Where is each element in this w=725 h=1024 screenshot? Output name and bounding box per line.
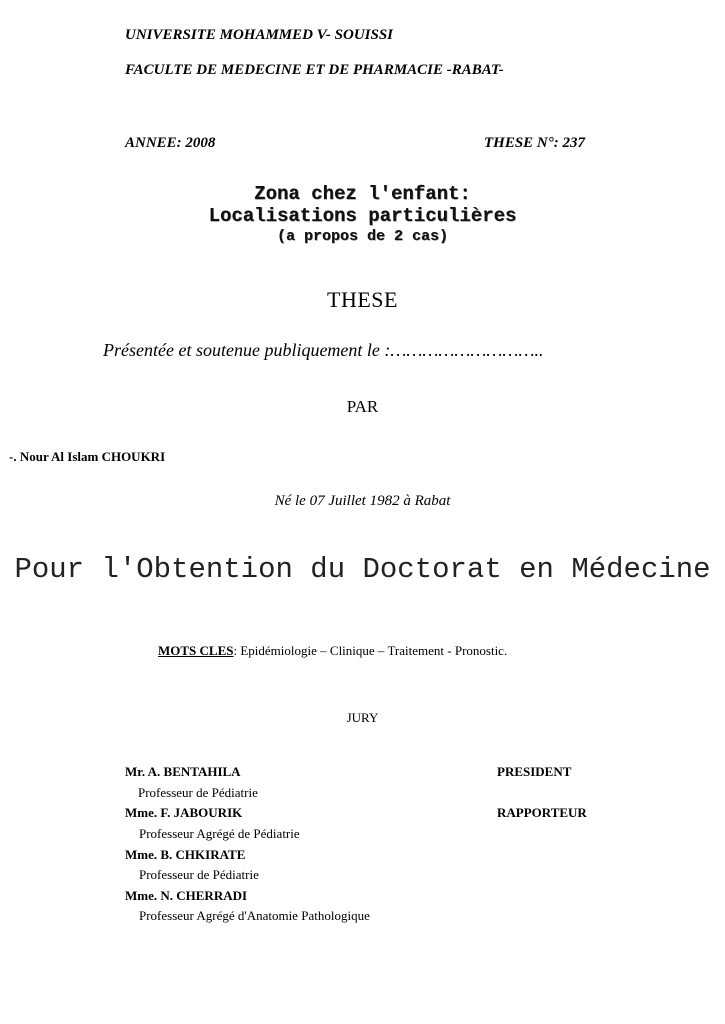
jury-member-title: RAPPORTEUR	[497, 805, 587, 820]
author-name: -. Nour Al Islam CHOUKRI	[9, 449, 166, 464]
par-label: PAR	[346, 397, 379, 416]
jury-member-role: Professeur de Pédiatrie	[139, 867, 259, 882]
jury-member-name: Mme. F. JABOURIK	[125, 805, 243, 820]
jury-member-name: Mme. B. CHKIRATE	[125, 847, 246, 862]
presented-line: Présentée et soutenue publiquement le :………………………..	[103, 340, 544, 360]
jury-heading: JURY	[346, 710, 379, 725]
keywords-label: MOTS CLES	[158, 643, 234, 658]
title-line-1: Zona chez l'enfant:	[254, 183, 471, 205]
title-line-2: Localisations particulières	[208, 205, 517, 227]
degree-statement: Pour l'Obtention du Doctorat en Médecine	[14, 553, 711, 586]
thesis-number: THESE N°: 237	[484, 135, 586, 151]
these-heading: THESE	[327, 287, 398, 312]
title-line-3: (a propos de 2 cas)	[276, 228, 449, 245]
jury-member-role: Professeur de Pédiatrie	[138, 785, 258, 800]
keywords-line	[158, 643, 507, 659]
keywords-values: : Epidémiologie – Clinique – Traitement - Pronostic.	[233, 643, 508, 658]
jury-member-role: Professeur Agrégé d'Anatomie Pathologique	[139, 908, 370, 923]
academic-year: ANNEE: 2008	[125, 135, 216, 151]
university-name: UNIVERSITE MOHAMMED V- SOUISSI	[125, 27, 394, 43]
thesis-title	[0, 183, 725, 247]
jury-member-title: PRESIDENT	[497, 764, 572, 779]
jury-member-name: Mme. N. CHERRADI	[125, 888, 248, 903]
jury-member-name: Mr. A. BENTAHILA	[125, 764, 241, 779]
birth-info: Né le 07 Juillet 1982 à Rabat	[274, 493, 451, 509]
faculty-name: FACULTE DE MEDECINE ET DE PHARMACIE -RABAT-	[125, 62, 504, 78]
jury-member-role: Professeur Agrégé de Pédiatrie	[139, 826, 300, 841]
